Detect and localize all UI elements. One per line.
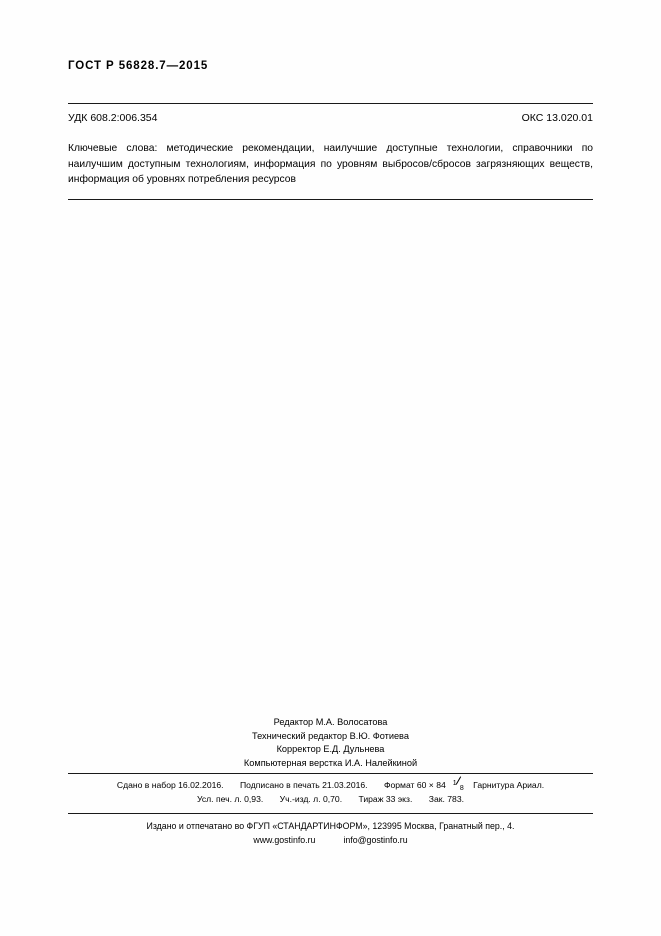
- credit-editor: Редактор М.А. Волосатова: [273, 717, 388, 727]
- standard-number: ГОСТ Р 56828.7—2015: [68, 60, 209, 72]
- print-circulation: Тираж 33 экз.: [358, 793, 413, 804]
- credit-layout: Компьютерная верстка И.А. Налейкиной: [243, 757, 418, 768]
- credit-proofreader: Корректор Е.Д. Дульнева: [276, 744, 385, 755]
- publisher-website[interactable]: www.gostinfo.ru: [253, 834, 316, 845]
- format-numerator: 1: [452, 780, 457, 787]
- udk-oks-row: [68, 112, 593, 124]
- divider-bottom: [68, 199, 593, 200]
- format-denominator: 8: [459, 785, 464, 792]
- print-signed-date: Подписано в печать 21.03.2016.: [239, 780, 368, 790]
- print-format: Формат 60 × 84: [383, 780, 446, 790]
- publisher-line: Издано и отпечатано во ФГУП «СТАНДАРТИНФОРМ», 123995 Москва, Гранатный пер., 4.: [146, 821, 515, 831]
- divider-top: [68, 103, 593, 104]
- publisher-email[interactable]: info@gostinfo.ru: [343, 834, 408, 845]
- print-typeset-date: Сдано в набор 16.02.2016.: [116, 780, 224, 790]
- divider-imprint-bottom: [68, 813, 593, 814]
- print-info-block: [68, 779, 593, 806]
- udk-code: УДК 608.2:006.354: [68, 112, 158, 124]
- oks-code: ОКС 13.020.01: [521, 112, 593, 124]
- print-order: Зак. 783.: [428, 793, 464, 804]
- publisher-block: [68, 820, 593, 847]
- keywords-paragraph: Ключевые слова: методические рекомендации, наилучшие доступные технологии, справочники по наилучшим доступным технологиям, информация по уровням выбросов/сбросов загрязняющих веществ, информация об уровнях потребления ресурсов: [68, 143, 593, 185]
- divider-imprint-top: [68, 773, 593, 774]
- print-typeface: Гарнитура Ариал.: [473, 780, 545, 790]
- print-printed-sheets: Усл. печ. л. 0,93.: [196, 793, 264, 804]
- credits-block: [68, 716, 593, 770]
- print-published-sheets: Уч.-изд. л. 0,70.: [279, 793, 343, 804]
- format-fraction: [453, 779, 464, 790]
- credit-technical-editor: Технический редактор В.Ю. Фотиева: [252, 730, 409, 741]
